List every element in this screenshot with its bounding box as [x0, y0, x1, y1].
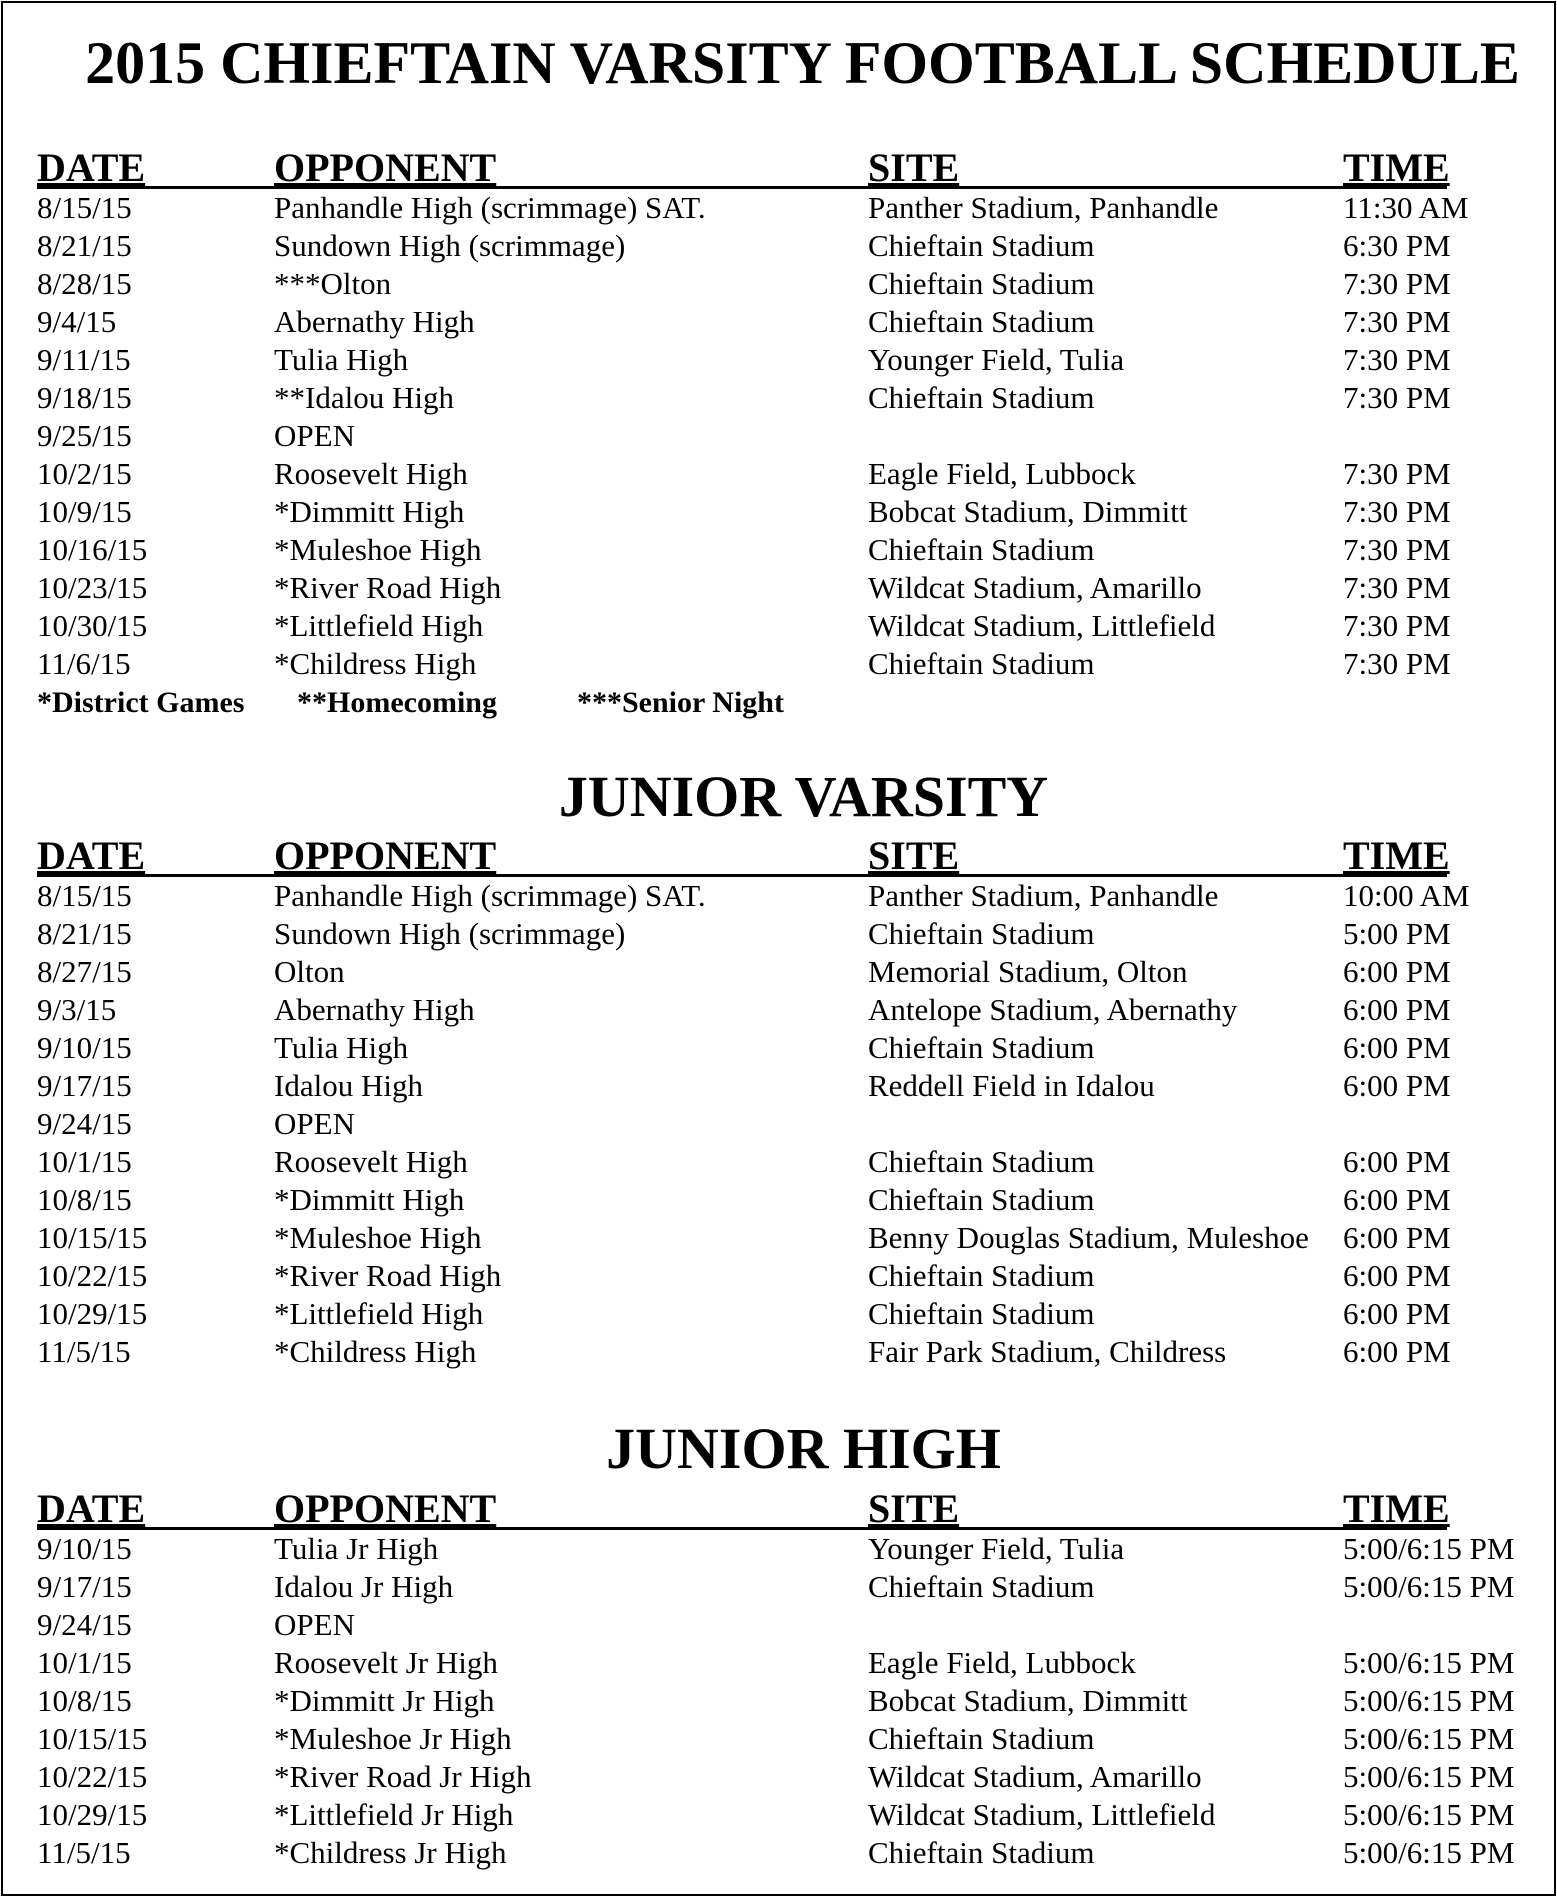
- table-row: [0, 1682, 1557, 1720]
- row-site: Chieftain Stadium: [868, 1144, 1095, 1179]
- row-site: Chieftain Stadium: [868, 646, 1095, 681]
- table-row: [0, 991, 1557, 1029]
- row-time: 7:30 PM: [1343, 532, 1451, 567]
- row-date: 8/21/15: [37, 916, 132, 951]
- row-time: 5:00/6:15 PM: [1343, 1797, 1515, 1832]
- header-date: DATE: [37, 1486, 146, 1531]
- row-site: Wildcat Stadium, Littlefield: [868, 1797, 1216, 1832]
- row-time: 5:00/6:15 PM: [1343, 1835, 1515, 1870]
- table-row: [0, 1181, 1557, 1219]
- row-date: 9/17/15: [37, 1569, 132, 1604]
- row-date: 9/18/15: [37, 380, 132, 415]
- legend-senior-night: ***Senior Night: [577, 686, 784, 719]
- row-time: 7:30 PM: [1343, 380, 1451, 415]
- row-date: 10/8/15: [37, 1683, 132, 1718]
- row-time: 5:00/6:15 PM: [1343, 1721, 1515, 1756]
- row-time: 7:30 PM: [1343, 570, 1451, 605]
- row-date: 10/22/15: [37, 1759, 148, 1794]
- header-opponent: OPPONENT: [274, 1486, 497, 1531]
- table-row: [0, 1219, 1557, 1257]
- row-site: Chieftain Stadium: [868, 532, 1095, 567]
- row-time: 7:30 PM: [1343, 646, 1451, 681]
- row-site: Wildcat Stadium, Amarillo: [868, 570, 1202, 605]
- row-site: Chieftain Stadium: [868, 1569, 1095, 1604]
- row-time: 6:00 PM: [1343, 1220, 1451, 1255]
- row-opponent: Idalou High: [274, 1068, 423, 1103]
- row-time: 5:00/6:15 PM: [1343, 1645, 1515, 1680]
- row-site: Benny Douglas Stadium, Muleshoe: [868, 1220, 1309, 1255]
- row-date: 8/28/15: [37, 266, 132, 301]
- row-site: Chieftain Stadium: [868, 1721, 1095, 1756]
- row-opponent: Roosevelt Jr High: [274, 1645, 498, 1680]
- varsity-header-row: [37, 145, 1450, 190]
- header-opponent: OPPONENT: [274, 145, 497, 190]
- row-opponent: Tulia Jr High: [274, 1531, 439, 1566]
- table-row: [0, 1834, 1557, 1872]
- row-site: Chieftain Stadium: [868, 916, 1095, 951]
- legend-homecoming: **Homecoming: [297, 686, 497, 719]
- row-time: 6:00 PM: [1343, 1144, 1451, 1179]
- table-row: [0, 531, 1557, 569]
- table-row: [0, 1796, 1557, 1834]
- row-date: 9/3/15: [37, 992, 117, 1027]
- row-opponent: ***Olton: [274, 266, 392, 301]
- header-time: TIME: [1343, 1486, 1450, 1531]
- row-opponent: *Dimmitt High: [274, 1182, 465, 1217]
- row-opponent: Panhandle High (scrimmage) SAT.: [274, 190, 706, 225]
- row-time: 11:30 AM: [1343, 190, 1469, 225]
- row-site: Chieftain Stadium: [868, 304, 1095, 339]
- row-opponent: *Dimmitt Jr High: [274, 1683, 495, 1718]
- row-opponent: *Muleshoe High: [274, 532, 482, 567]
- row-site: Younger Field, Tulia: [868, 1531, 1125, 1566]
- row-date: 10/29/15: [37, 1797, 148, 1832]
- row-date: 8/27/15: [37, 954, 132, 989]
- table-row: [0, 1568, 1557, 1606]
- row-time: 7:30 PM: [1343, 456, 1451, 491]
- table-row: [0, 379, 1557, 417]
- row-opponent: **Idalou High: [274, 380, 454, 415]
- row-opponent: OPEN: [274, 418, 355, 453]
- row-opponent: *Childress Jr High: [274, 1835, 507, 1870]
- jv-header-row: [37, 833, 1450, 878]
- row-site: Wildcat Stadium, Amarillo: [868, 1759, 1202, 1794]
- table-row: [0, 1644, 1557, 1682]
- row-opponent: Tulia High: [274, 342, 409, 377]
- table-row: [0, 569, 1557, 607]
- row-date: 9/25/15: [37, 418, 132, 453]
- table-row: [0, 953, 1557, 991]
- row-opponent: Roosevelt High: [274, 456, 468, 491]
- row-opponent: Tulia High: [274, 1030, 409, 1065]
- table-row: [0, 341, 1557, 379]
- jh-title: JUNIOR HIGH: [606, 1416, 1001, 1481]
- row-time: 6:00 PM: [1343, 1030, 1451, 1065]
- table-row: [0, 1067, 1557, 1105]
- row-opponent: *Littlefield High: [274, 608, 484, 643]
- row-site: Chieftain Stadium: [868, 1296, 1095, 1331]
- table-row: [0, 493, 1557, 531]
- row-time: 5:00/6:15 PM: [1343, 1531, 1515, 1566]
- row-date: 9/24/15: [37, 1106, 132, 1141]
- header-site: SITE: [868, 1486, 960, 1531]
- row-opponent: *River Road High: [274, 570, 502, 605]
- row-time: 6:00 PM: [1343, 1068, 1451, 1103]
- row-opponent: *Muleshoe Jr High: [274, 1721, 512, 1756]
- row-opponent: Sundown High (scrimmage): [274, 916, 626, 951]
- row-opponent: OPEN: [274, 1607, 355, 1642]
- row-site: Chieftain Stadium: [868, 380, 1095, 415]
- row-site: Eagle Field, Lubbock: [868, 1645, 1136, 1680]
- row-site: Chieftain Stadium: [868, 1835, 1095, 1870]
- row-time: 7:30 PM: [1343, 342, 1451, 377]
- row-date: 9/24/15: [37, 1607, 132, 1642]
- table-row: [0, 1295, 1557, 1333]
- row-opponent: Abernathy High: [274, 304, 475, 339]
- jv-title: JUNIOR VARSITY: [558, 764, 1049, 829]
- table-row: [0, 877, 1557, 915]
- row-site: Chieftain Stadium: [868, 1030, 1095, 1065]
- row-time: 6:00 PM: [1343, 992, 1451, 1027]
- row-date: 10/9/15: [37, 494, 132, 529]
- row-date: 10/15/15: [37, 1721, 148, 1756]
- header-time: TIME: [1343, 833, 1450, 878]
- row-date: 10/16/15: [37, 532, 148, 567]
- row-time: 6:30 PM: [1343, 228, 1451, 263]
- row-site: Bobcat Stadium, Dimmitt: [868, 1683, 1188, 1718]
- table-row: [0, 1105, 1557, 1143]
- row-time: 6:00 PM: [1343, 1258, 1451, 1293]
- row-site: Wildcat Stadium, Littlefield: [868, 608, 1216, 643]
- row-opponent: Idalou Jr High: [274, 1569, 454, 1604]
- row-site: Antelope Stadium, Abernathy: [868, 992, 1238, 1027]
- row-date: 10/1/15: [37, 1144, 132, 1179]
- row-opponent: *Childress High: [274, 1334, 477, 1369]
- row-date: 9/4/15: [37, 304, 117, 339]
- header-site: SITE: [868, 145, 960, 190]
- row-site: Chieftain Stadium: [868, 1258, 1095, 1293]
- row-opponent: *Littlefield Jr High: [274, 1797, 514, 1832]
- row-time: 5:00/6:15 PM: [1343, 1759, 1515, 1794]
- header-site: SITE: [868, 833, 960, 878]
- row-opponent: *River Road High: [274, 1258, 502, 1293]
- table-row: [0, 915, 1557, 953]
- row-opponent: Sundown High (scrimmage): [274, 228, 626, 263]
- row-date: 10/22/15: [37, 1258, 148, 1293]
- row-opponent: *Muleshoe High: [274, 1220, 482, 1255]
- table-row: [0, 227, 1557, 265]
- row-date: 8/15/15: [37, 878, 132, 913]
- row-time: 6:00 PM: [1343, 1182, 1451, 1217]
- row-date: 11/5/15: [37, 1835, 131, 1870]
- row-site: Chieftain Stadium: [868, 266, 1095, 301]
- table-row: [0, 455, 1557, 493]
- header-date: DATE: [37, 145, 146, 190]
- row-time: 7:30 PM: [1343, 494, 1451, 529]
- table-row: [0, 607, 1557, 645]
- row-date: 9/10/15: [37, 1531, 132, 1566]
- row-date: 9/11/15: [37, 342, 131, 377]
- row-time: 7:30 PM: [1343, 608, 1451, 643]
- row-time: 5:00 PM: [1343, 916, 1451, 951]
- page-title: 2015 CHIEFTAIN VARSITY FOOTBALL SCHEDULE: [85, 30, 1520, 96]
- legend-district: *District Games: [37, 686, 245, 719]
- row-opponent: *Littlefield High: [274, 1296, 484, 1331]
- row-date: 9/10/15: [37, 1030, 132, 1065]
- table-row: [0, 265, 1557, 303]
- row-time: 6:00 PM: [1343, 954, 1451, 989]
- row-opponent: Abernathy High: [274, 992, 475, 1027]
- row-opponent: *River Road Jr High: [274, 1759, 532, 1794]
- row-site: Bobcat Stadium, Dimmitt: [868, 494, 1188, 529]
- table-row: [0, 645, 1557, 683]
- table-row: [0, 1029, 1557, 1067]
- row-site: Chieftain Stadium: [868, 228, 1095, 263]
- row-site: Panther Stadium, Panhandle: [868, 878, 1219, 913]
- row-site: Younger Field, Tulia: [868, 342, 1125, 377]
- table-row: [0, 1606, 1557, 1644]
- table-row: [0, 1143, 1557, 1181]
- row-site: Eagle Field, Lubbock: [868, 456, 1136, 491]
- row-date: 8/21/15: [37, 228, 132, 263]
- table-row: [0, 303, 1557, 341]
- row-date: 10/23/15: [37, 570, 148, 605]
- row-time: 5:00/6:15 PM: [1343, 1683, 1515, 1718]
- row-site: Memorial Stadium, Olton: [868, 954, 1188, 989]
- row-opponent: Panhandle High (scrimmage) SAT.: [274, 878, 706, 913]
- row-opponent: OPEN: [274, 1106, 355, 1141]
- row-date: 10/8/15: [37, 1182, 132, 1217]
- row-date: 10/15/15: [37, 1220, 148, 1255]
- row-date: 11/6/15: [37, 646, 131, 681]
- row-time: 6:00 PM: [1343, 1334, 1451, 1369]
- row-site: Fair Park Stadium, Childress: [868, 1334, 1227, 1369]
- table-row: [0, 189, 1557, 227]
- header-opponent: OPPONENT: [274, 833, 497, 878]
- row-opponent: Roosevelt High: [274, 1144, 468, 1179]
- jh-header-row: [37, 1486, 1450, 1531]
- row-site: Reddell Field in Idalou: [868, 1068, 1155, 1103]
- row-date: 10/2/15: [37, 456, 132, 491]
- table-row: [0, 417, 1557, 455]
- row-opponent: *Childress High: [274, 646, 477, 681]
- row-site: Chieftain Stadium: [868, 1182, 1095, 1217]
- row-opponent: Olton: [274, 954, 345, 989]
- row-opponent: *Dimmitt High: [274, 494, 465, 529]
- table-row: [0, 1530, 1557, 1568]
- row-date: 10/1/15: [37, 1645, 132, 1680]
- row-date: 10/30/15: [37, 608, 148, 643]
- table-row: [0, 1257, 1557, 1295]
- header-date: DATE: [37, 833, 146, 878]
- row-date: 9/17/15: [37, 1068, 132, 1103]
- row-time: 7:30 PM: [1343, 266, 1451, 301]
- row-date: 8/15/15: [37, 190, 132, 225]
- table-row: [0, 1758, 1557, 1796]
- row-time: 6:00 PM: [1343, 1296, 1451, 1331]
- row-date: 11/5/15: [37, 1334, 131, 1369]
- row-time: 5:00/6:15 PM: [1343, 1569, 1515, 1604]
- row-time: 7:30 PM: [1343, 304, 1451, 339]
- table-row: [0, 1720, 1557, 1758]
- table-row: [0, 1333, 1557, 1371]
- row-time: 10:00 AM: [1343, 878, 1470, 913]
- row-site: Panther Stadium, Panhandle: [868, 190, 1219, 225]
- row-date: 10/29/15: [37, 1296, 148, 1331]
- header-time: TIME: [1343, 145, 1450, 190]
